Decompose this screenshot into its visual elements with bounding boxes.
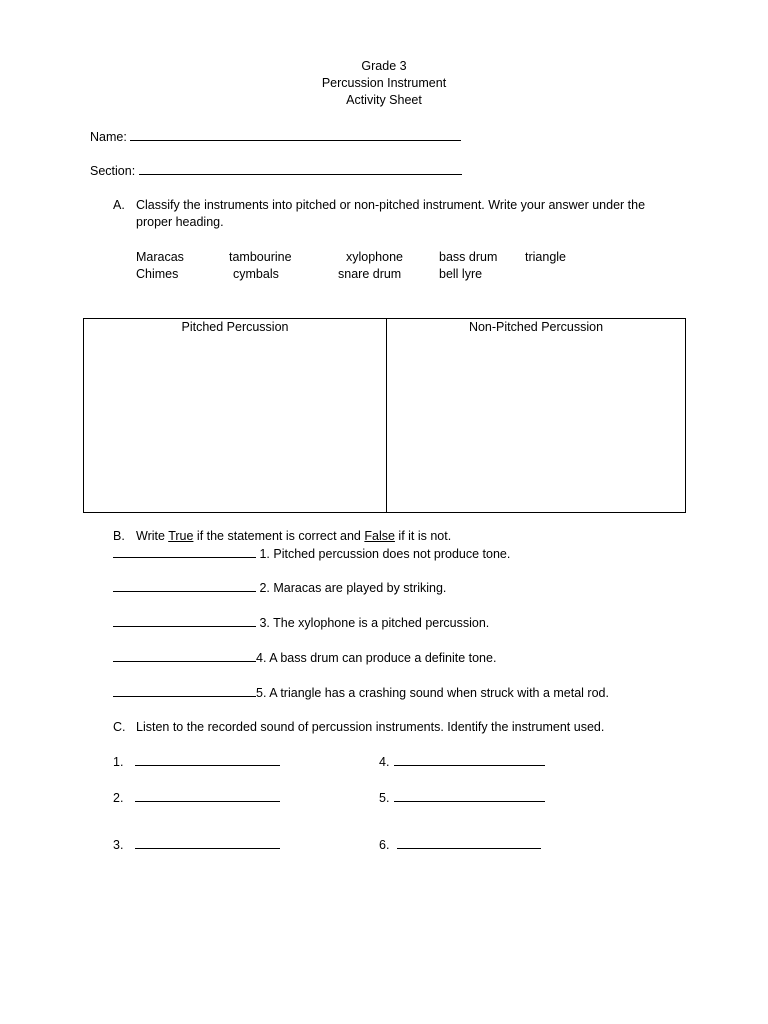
instrument-word: xylophone — [346, 250, 403, 264]
name-field — [90, 128, 461, 146]
true-false-item — [113, 545, 510, 563]
answer-blank[interactable] — [135, 753, 280, 766]
part-b-instruction — [136, 528, 451, 545]
answer-blank[interactable] — [135, 789, 280, 802]
item-number: 4. — [379, 755, 390, 769]
answer-blank[interactable] — [394, 789, 545, 802]
part-b-instruction-text: if it is not. — [394, 529, 452, 543]
title-grade: Grade 3 — [361, 59, 407, 73]
instrument-word: Chimes — [136, 267, 179, 281]
item-number: 5. — [379, 791, 390, 805]
title-subject: Percussion Instrument — [321, 76, 447, 90]
answer-blank[interactable] — [394, 753, 545, 766]
identify-item — [379, 836, 541, 854]
statement-text: 2. Maracas are played by striking. — [259, 581, 447, 595]
answer-blank[interactable] — [135, 836, 280, 849]
instrument-word: bell lyre — [439, 267, 483, 281]
item-number: 2. — [113, 791, 124, 805]
title-sheet: Activity Sheet — [346, 93, 422, 107]
section-blank[interactable] — [139, 162, 462, 175]
answer-blank[interactable] — [113, 545, 256, 558]
classification-table — [83, 318, 686, 513]
section-field — [90, 162, 462, 180]
part-b-instruction-text: Write — [136, 529, 169, 543]
answer-blank[interactable] — [113, 579, 256, 592]
statement-text: 5. A triangle has a crashing sound when struck with a metal rod. — [256, 686, 609, 700]
part-a-instruction-line2: proper heading. — [136, 215, 224, 229]
part-c-letter: C. — [113, 720, 126, 734]
part-a-letter: A. — [113, 198, 125, 212]
true-false-item — [113, 649, 496, 667]
instrument-word: Maracas — [136, 250, 184, 264]
pitched-answer-cell[interactable] — [84, 338, 387, 513]
true-false-item — [113, 614, 489, 632]
answer-blank[interactable] — [113, 684, 256, 697]
instrument-word: tambourine — [229, 250, 292, 264]
instrument-word: snare drum — [338, 267, 402, 281]
answer-blank[interactable] — [113, 649, 256, 662]
item-number: 6. — [379, 838, 390, 852]
identify-item — [379, 789, 545, 807]
section-label: Section: — [90, 164, 136, 178]
instrument-word: triangle — [525, 250, 566, 264]
instrument-word: cymbals — [233, 267, 279, 281]
part-a-instruction-line1: Classify the instruments into pitched or non-pitched instrument. Write your answer under the — [136, 198, 646, 212]
item-number: 1. — [113, 755, 124, 769]
statement-text: 1. Pitched percussion does not produce tone. — [259, 547, 511, 561]
item-number: 3. — [113, 838, 124, 852]
false-word: False — [364, 529, 395, 543]
part-b-letter: B. — [113, 529, 125, 543]
name-blank[interactable] — [130, 128, 461, 141]
statement-text: 4. A bass drum can produce a definite tone. — [256, 651, 497, 665]
part-c-instruction: Listen to the recorded sound of percussion instruments. Identify the instrument used. — [136, 720, 605, 734]
instrument-word: bass drum — [439, 250, 498, 264]
header-non-pitched: Non-Pitched Percussion — [387, 319, 686, 339]
statement-text: 3. The xylophone is a pitched percussion. — [259, 616, 490, 630]
true-false-item — [113, 684, 609, 702]
identify-item — [379, 753, 545, 771]
part-b-instruction-text: if the statement is correct and — [193, 529, 365, 543]
answer-blank[interactable] — [113, 614, 256, 627]
identify-item — [113, 836, 280, 854]
header-pitched: Pitched Percussion — [84, 319, 387, 339]
identify-item — [113, 789, 280, 807]
answer-blank[interactable] — [397, 836, 541, 849]
name-label: Name: — [90, 130, 127, 144]
true-word: True — [168, 529, 194, 543]
non-pitched-answer-cell[interactable] — [387, 338, 686, 513]
true-false-item — [113, 579, 446, 597]
identify-item — [113, 753, 280, 771]
